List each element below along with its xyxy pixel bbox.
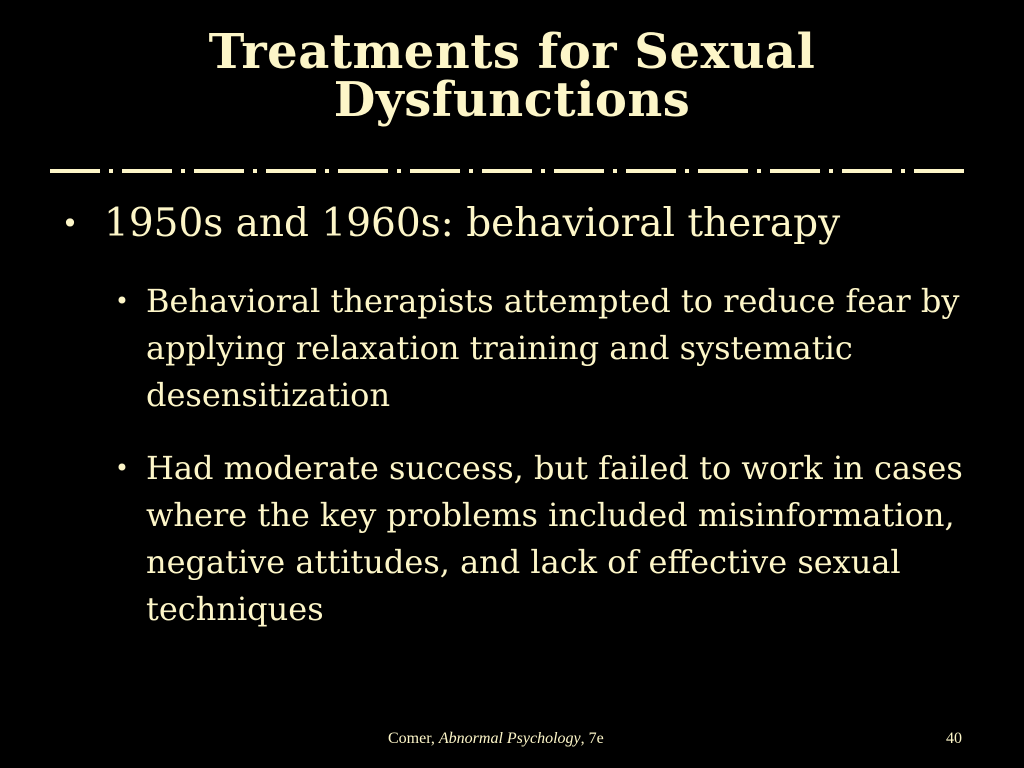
divider-dash: [122, 169, 172, 173]
divider-dash: [266, 169, 316, 173]
divider-dot: [253, 169, 257, 173]
divider-dash: [482, 169, 532, 173]
divider-dash: [50, 169, 100, 173]
sub-bullet-item: [104, 278, 980, 419]
divider-dash: [626, 169, 676, 173]
slide-body: [60, 200, 980, 659]
divider-dash: [842, 169, 892, 173]
divider-dot: [109, 169, 113, 173]
bullet-item: [60, 200, 980, 248]
divider-dot: [541, 169, 545, 173]
bullet-dot-icon: •: [61, 207, 79, 240]
divider-dot: [397, 169, 401, 173]
bullet-text: 1950s and 1960s: behavioral therapy: [104, 201, 841, 246]
divider-dot: [757, 169, 761, 173]
divider-dash: [194, 169, 244, 173]
divider-dot: [613, 169, 617, 173]
sub-bullet-text: Had moderate success, but failed to work in cases where the key problems included misinformation, negative attitudes, and lack of effective sexual techniques: [146, 449, 963, 628]
bullet-dot-icon: •: [114, 454, 130, 482]
divider-dash: [338, 169, 388, 173]
sub-bullet-text: Behavioral therapists attempted to reduce fear by applying relaxation training and systematic desensitization: [146, 282, 960, 414]
divider-dot: [181, 169, 185, 173]
footer-author: Comer,: [388, 730, 439, 747]
footer-citation: [388, 728, 604, 750]
divider-dot: [685, 169, 689, 173]
divider-dash: [770, 169, 820, 173]
slide-footer: [0, 728, 1024, 750]
divider-dot: [829, 169, 833, 173]
divider-dot: [901, 169, 905, 173]
divider-dash: [554, 169, 604, 173]
footer-edition: , 7e: [580, 730, 604, 747]
footer-book-title: Abnormal Psychology: [438, 730, 581, 747]
divider-dash: [914, 169, 964, 173]
divider-dash: [410, 169, 460, 173]
title-line-2: Dysfunctions: [333, 72, 691, 128]
slide-title: [60, 24, 964, 128]
divider-dash: [698, 169, 748, 173]
title-divider: [50, 166, 974, 176]
divider-dot: [469, 169, 473, 173]
page-number: 40: [946, 730, 962, 747]
sub-bullet-item: [104, 445, 980, 633]
title-line-1: Treatments for Sexual: [208, 24, 816, 80]
sub-bullet-list: [104, 278, 980, 633]
bullet-dot-icon: •: [114, 287, 130, 315]
divider-dot: [325, 169, 329, 173]
